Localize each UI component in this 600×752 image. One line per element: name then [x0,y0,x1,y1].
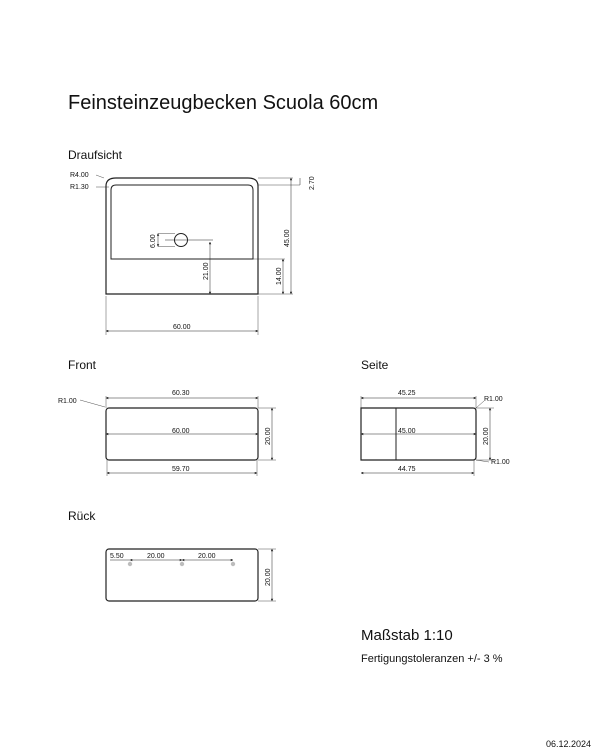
dim-front-top-width: 60.30 [172,390,190,397]
dim-top-drain-front: 21.00 [203,262,210,280]
section-label-top-view: Draufsicht [68,148,123,162]
dim-back-spacing-2: 20.00 [198,553,216,560]
mounting-hole-1 [128,562,132,566]
dim-top-width: 60.00 [173,324,191,331]
dim-front-radius: R1.00 [58,398,77,405]
dim-back-height: 20.00 [265,568,272,586]
dim-side-height: 20.00 [483,427,490,445]
section-label-side-view: Seite [361,358,389,372]
scale-label: Maßstab 1:10 [361,627,453,644]
side-view [361,396,494,476]
dim-top-r-outer: R4.00 [70,172,89,179]
mounting-hole-3 [231,562,235,566]
top-view [96,175,300,335]
dim-side-mid-width: 45.00 [398,428,416,435]
date-label: 06.12.2024 [546,739,592,749]
back-view-outline [106,549,258,601]
section-label-back-view: Rück [68,509,96,523]
dim-top-r-inner: R1.30 [70,184,89,191]
dim-top-depth: 45.00 [284,229,291,247]
dim-side-r-bottom: R1.00 [491,459,510,466]
top-view-outline [106,178,258,294]
dim-front-bottom-width: 59.70 [172,466,190,473]
dim-top-gap: 2.70 [309,176,316,190]
dim-side-r-top: R1.00 [484,396,503,403]
dim-back-edge: 5.50 [110,553,124,560]
back-view [106,549,276,601]
dim-front-mid-width: 60.00 [172,428,190,435]
section-label-front-view: Front [68,358,97,372]
dim-side-bottom-width: 44.75 [398,466,416,473]
front-view [80,396,276,476]
top-view-basin [111,185,253,259]
dim-top-drain-dia: 6.00 [150,234,157,248]
dim-front-height: 20.00 [265,427,272,445]
mounting-hole-2 [180,562,184,566]
dim-back-spacing-1: 20.00 [147,553,165,560]
dim-top-front-depth: 14.00 [276,267,283,285]
tolerance-label: Fertigungstoleranzen +/- 3 % [361,653,503,665]
dim-side-top-width: 45.25 [398,390,416,397]
drawing-title: Feinsteinzeugbecken Scuola 60cm [68,92,379,114]
